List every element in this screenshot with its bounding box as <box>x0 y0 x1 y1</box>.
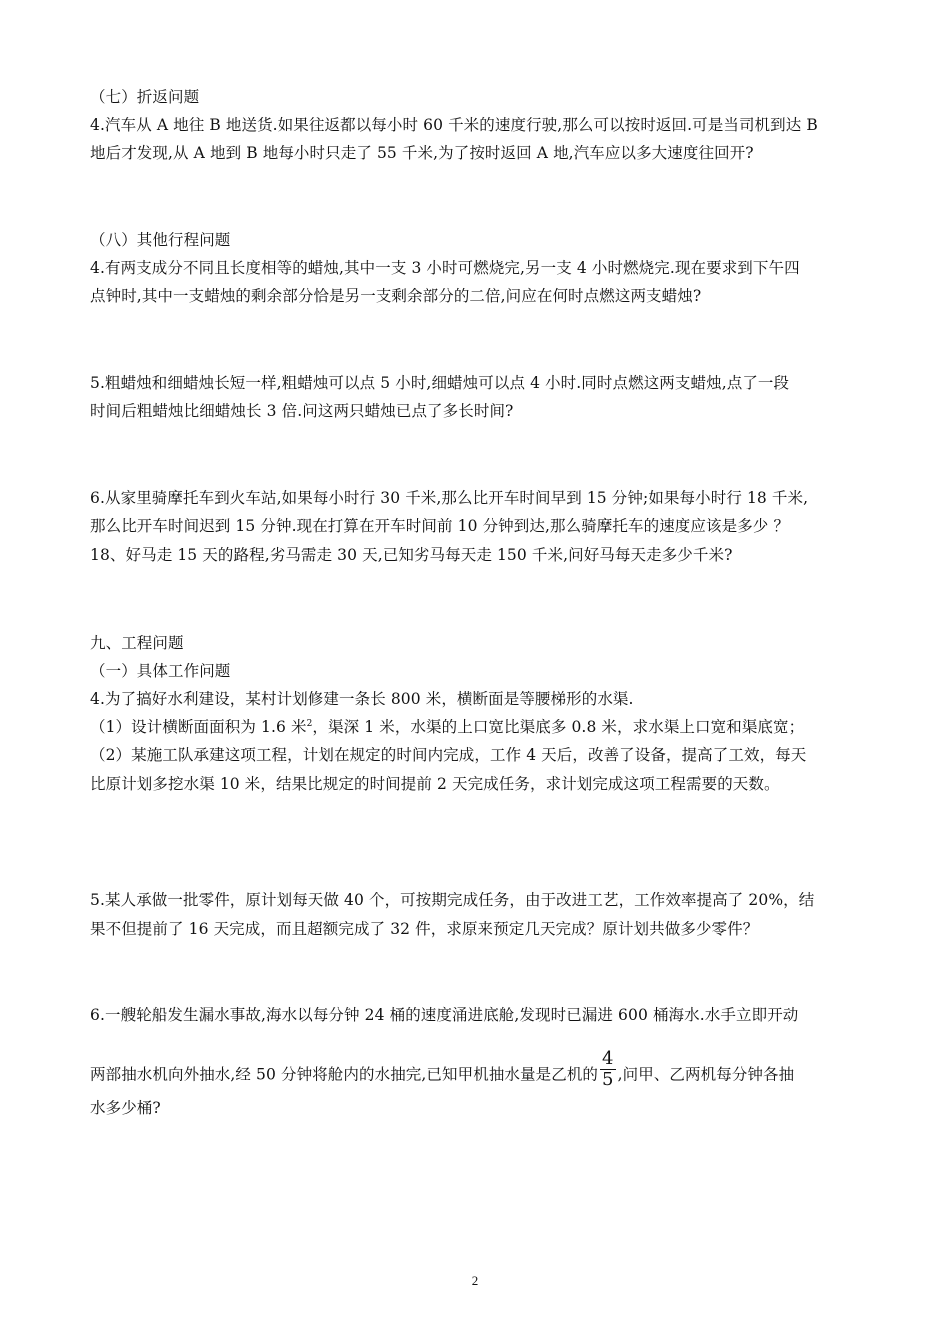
question-text: 时间后粗蜡烛比细蜡烛长 3 倍.问这两只蜡烛已点了多长时间? <box>90 402 514 420</box>
text-fragment: ，渠深 1 米，水渠的上口宽比渠底多 0.8 米，求水渠上口宽和渠底宽； <box>312 718 805 736</box>
text-fragment: 两部抽水机向外抽水,经 50 分钟将舱内的水抽完,已知甲机抽水量是乙机的 <box>90 1065 599 1084</box>
question-text: 4.汽车从 A 地往 B 地送货.如果往返都以每小时 60 千米的速度行驶,那么可以按时返回.可是当司机到达 B <box>90 116 818 134</box>
superscript: 2 <box>306 718 313 729</box>
question-text: 地后才发现,从 A 地到 B 地每小时只走了 55 千米,为了按时返回 A 地,汽车应以多大速度往回开? <box>90 144 754 162</box>
question-text: 水多少桶? <box>90 1099 161 1117</box>
question-text: 点钟时,其中一支蜡烛的剩余部分恰是另一支剩余部分的二倍,问应在何时点燃这两支蜡烛? <box>90 287 702 305</box>
question-text: 6.一艘轮船发生漏水事故,海水以每分钟 24 桶的速度涌进底舱,发现时已漏进 600 桶海水.水手立即开动 <box>90 1006 799 1024</box>
section-heading-8: （八）其他行程问题 <box>90 231 231 249</box>
section-heading-9: 九、工程问题 <box>90 634 184 652</box>
question-text <box>90 1048 795 1096</box>
question-text <box>90 716 804 738</box>
question-text: 那么比开车时间迟到 15 分钟.现在打算在开车时间前 10 分钟到达,那么骑摩托车的速度应该是多少 ？ <box>90 517 790 535</box>
question-text: 4.为了搞好水利建设，某村计划修建一条长 800 米，横断面是等腰梯形的水渠. <box>90 690 634 708</box>
question-text: 6.从家里骑摩托车到火车站,如果每小时行 30 千米,那么比开车时间早到 15 分钟;如果每小时行 18 千米, <box>90 489 809 507</box>
subsection-heading: （一）具体工作问题 <box>90 662 231 680</box>
question-text: 5.某人承做一批零件，原计划每天做 40 个，可按期完成任务，由于改进工艺，工作效率提高了 20%，结 <box>90 891 815 909</box>
fraction-numerator: 4 <box>602 1048 614 1069</box>
text-fragment: （1）设计横断面面积为 1.6 米 <box>90 718 307 736</box>
question-text: （2）某施工队承建这项工程，计划在规定的时间内完成，工作 4 天后，改善了设备，提高了工效，每天 <box>90 746 807 764</box>
question-text: 5.粗蜡烛和细蜡烛长短一样,粗蜡烛可以点 5 小时,细蜡烛可以点 4 小时.同时点燃这两支蜡烛,点了一段 <box>90 374 790 392</box>
question-text: 比原计划多挖水渠 10 米，结果比规定的时间提前 2 天完成任务，求计划完成这项工程需要的天数。 <box>90 775 780 793</box>
question-text: 4.有两支成分不同且长度相等的蜡烛,其中一支 3 小时可燃烧完,另一支 4 小时燃烧完.现在要求到下午四 <box>90 259 800 277</box>
page-number: 2 <box>471 1273 479 1288</box>
section-heading-7: （七）折返问题 <box>90 88 200 106</box>
fraction <box>600 1049 616 1090</box>
question-text: 果不但提前了 16 天完成，而且超额完成了 32 件，求原来预定几天完成？原计划共做多少零件？ <box>90 920 759 938</box>
question-text: 18、好马走 15 天的路程,劣马需走 30 天,已知劣马每天走 150 千米,问好马每天走多少千米? <box>90 546 733 564</box>
fraction-denominator: 5 <box>602 1069 614 1090</box>
text-fragment: ,问甲、乙两机每分钟各抽 <box>617 1065 795 1084</box>
